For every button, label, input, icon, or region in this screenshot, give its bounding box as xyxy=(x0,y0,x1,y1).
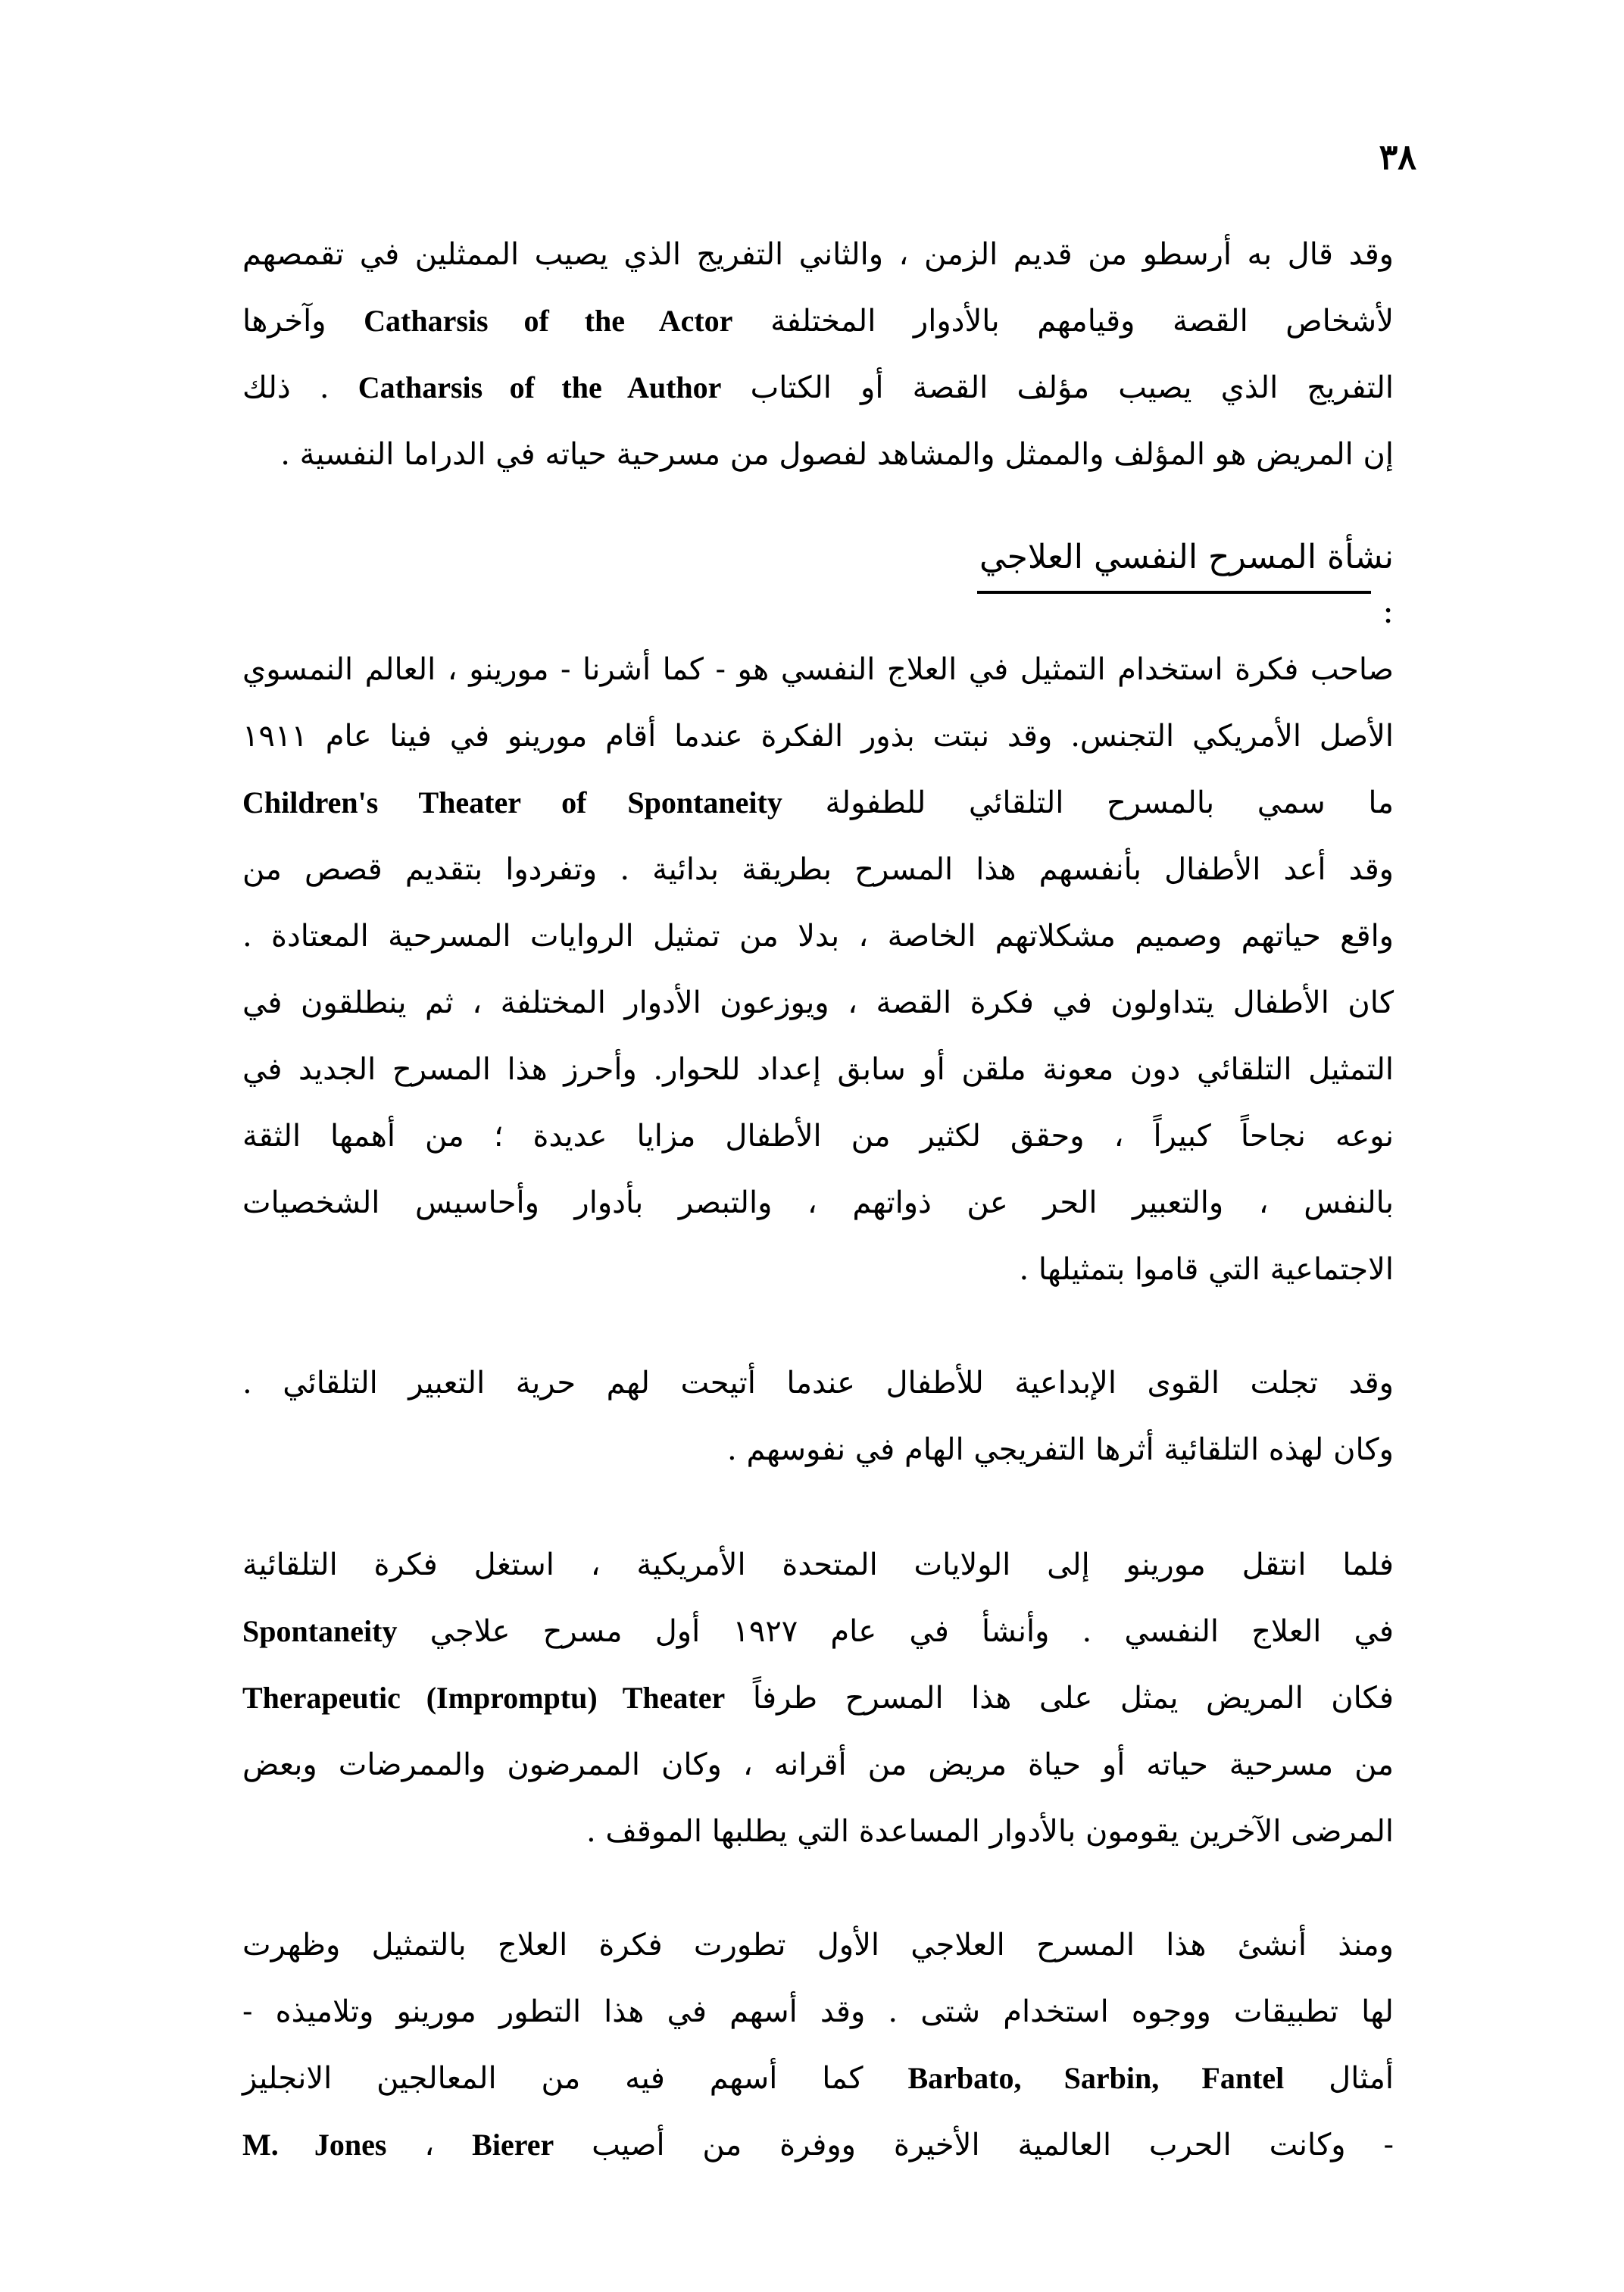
text-segment: فكان المريض يمثل على هذا المسرح طرفاً xyxy=(752,1681,1394,1716)
text-segment: ومنذ أنشئ هذا المسرح العلاجي الأول تطورت فكرة العلاج بالتمثيل وظهرت xyxy=(242,1928,1394,1963)
text-line xyxy=(242,1176,1394,1230)
text-segment: واقع حياتهم وصميم مشكلاتهم الخاصة ، بدلا من تمثيل الروايات المسرحية المعتادة . xyxy=(242,919,1394,954)
heading-underline xyxy=(977,591,1371,594)
latin-term: Barbato, Sarbin, Fantel xyxy=(907,2061,1285,2095)
text-segment: وكان لهذه التلقائية أثرها التفريجي الهام في نفوسهم . xyxy=(727,1432,1394,1467)
text-segment: التمثيل التلقائي دون معونة ملقن أو سابق إعداد للحوار. وأحرز هذا المسرح الجديد في xyxy=(242,1052,1394,1087)
latin-term: Children's Theater of Spontaneity xyxy=(242,785,782,820)
latin-term: Catharsis of the Author xyxy=(358,370,722,404)
text-segment: التفريج الذي يصيب مؤلف القصة أو الكتاب xyxy=(750,370,1394,405)
text-line xyxy=(242,1604,1394,1659)
text-segment: لها تطبيقات ووجوه استخدام شتى . وقد أسهم في هذا التطور مورينو وتلاميذه - xyxy=(242,1994,1394,2029)
latin-term: Therapeutic (Impromptu) Theater xyxy=(242,1681,726,1715)
text-line xyxy=(242,1109,1394,1163)
text-segment: وآخرها xyxy=(242,304,326,339)
text-segment: ما سمي بالمسرح التلقائي للطفولة xyxy=(825,785,1394,820)
text-line xyxy=(242,227,1394,282)
latin-term: M. Jones xyxy=(242,2128,387,2162)
text-segment: فلما انتقل مورينو إلى الولايات المتحدة الأمريكية ، استغل فكرة التلقائية xyxy=(242,1547,1394,1582)
text-line xyxy=(242,1804,1394,1859)
text-segment: إن المريض هو المؤلف والممثل والمشاهد لفصول من مسرحية حياته في الدراما النفسية . xyxy=(280,437,1394,472)
text-segment: نوعه نجاحاً كبيراً ، وحقق لكثير من الأطفال مزايا عديدة ؛ من أهمها الثقة xyxy=(242,1119,1394,1154)
page-number: ٣٨ xyxy=(1379,136,1416,177)
text-line xyxy=(242,427,1394,482)
text-line xyxy=(242,642,1394,697)
text-line xyxy=(242,2051,1394,2106)
text-segment: وقد تجلت القوى الإبداعية للأطفال عندما أتيحت لهم حرية التعبير التلقائي . xyxy=(242,1366,1394,1400)
latin-term: Catharsis of the Actor xyxy=(364,304,733,338)
text-segment: في العلاج النفسي . وأنشأ في عام ١٩٢٧ أول مسرح علاجي xyxy=(429,1614,1394,1649)
text-line xyxy=(242,1671,1394,1725)
latin-term: Bierer xyxy=(472,2128,554,2162)
text-segment: الأصل الأمريكي التجنس. وقد نبتت بذور الفكرة عندما أقام مورينو في فينا عام ١٩١١ xyxy=(242,719,1394,754)
text-line xyxy=(242,1918,1394,1972)
text-segment: من مسرحية حياته أو حياة مريض من أقرانه ، وكان الممرضون والممرضات وبعض xyxy=(242,1747,1394,1782)
text-segment: كان الأطفال يتداولون في فكرة القصة ، ويوزعون الأدوار المختلفة ، ثم ينطلقون في xyxy=(242,985,1394,1020)
text-line xyxy=(242,709,1394,763)
text-segment: ، xyxy=(424,2128,435,2162)
text-line xyxy=(242,776,1394,830)
text-segment: صاحب فكرة استخدام التمثيل في العلاج النفسي هو - كما أشرنا - مورينو ، العالم النمسوي xyxy=(242,652,1394,687)
text-line xyxy=(242,294,1394,348)
text-line xyxy=(242,1242,1394,1297)
text-line xyxy=(242,1538,1394,1592)
text-segment: الاجتماعية التي قاموا بتمثيلها . xyxy=(1019,1252,1394,1287)
section-heading: نشأة المسرح النفسي العلاجي : xyxy=(979,538,1394,631)
text-segment: المرضى الآخرين يقومون بالأدوار المساعدة التي يطلبها الموقف . xyxy=(586,1814,1394,1849)
text-segment: بالنفس ، والتعبير الحر عن ذواتهم ، والتبصر بأدوار وأحاسيس الشخصيات xyxy=(242,1185,1394,1220)
text-line xyxy=(242,2118,1394,2172)
text-line xyxy=(242,1042,1394,1097)
text-line xyxy=(242,842,1394,897)
text-line xyxy=(242,1984,1394,2039)
text-segment: - وكانت الحرب العالمية الأخيرة ووفرة من أصيب xyxy=(592,2128,1394,2162)
text-segment: وقد قال به أرسطو من قديم الزمن ، والثاني التفريج الذي يصيب الممثلين في تقمصهم xyxy=(242,237,1394,272)
text-line xyxy=(242,361,1394,415)
text-segment: وقد أعد الأطفال بأنفسهم هذا المسرح بطريقة بدائية . وتفردوا بتقديم قصص من xyxy=(242,852,1394,887)
text-line xyxy=(242,1738,1394,1792)
text-line xyxy=(242,976,1394,1030)
latin-term: Spontaneity xyxy=(242,1614,398,1648)
text-segment: كما أسهم فيه من المعالجين الانجليز xyxy=(242,2061,864,2096)
text-line xyxy=(242,1422,1394,1477)
text-segment: أمثال xyxy=(1329,2061,1394,2096)
text-line xyxy=(242,909,1394,963)
text-segment: . ذلك xyxy=(242,370,329,405)
text-line xyxy=(242,1356,1394,1410)
text-segment: لأشخاص القصة وقيامهم بالأدوار المختلفة xyxy=(770,304,1394,339)
